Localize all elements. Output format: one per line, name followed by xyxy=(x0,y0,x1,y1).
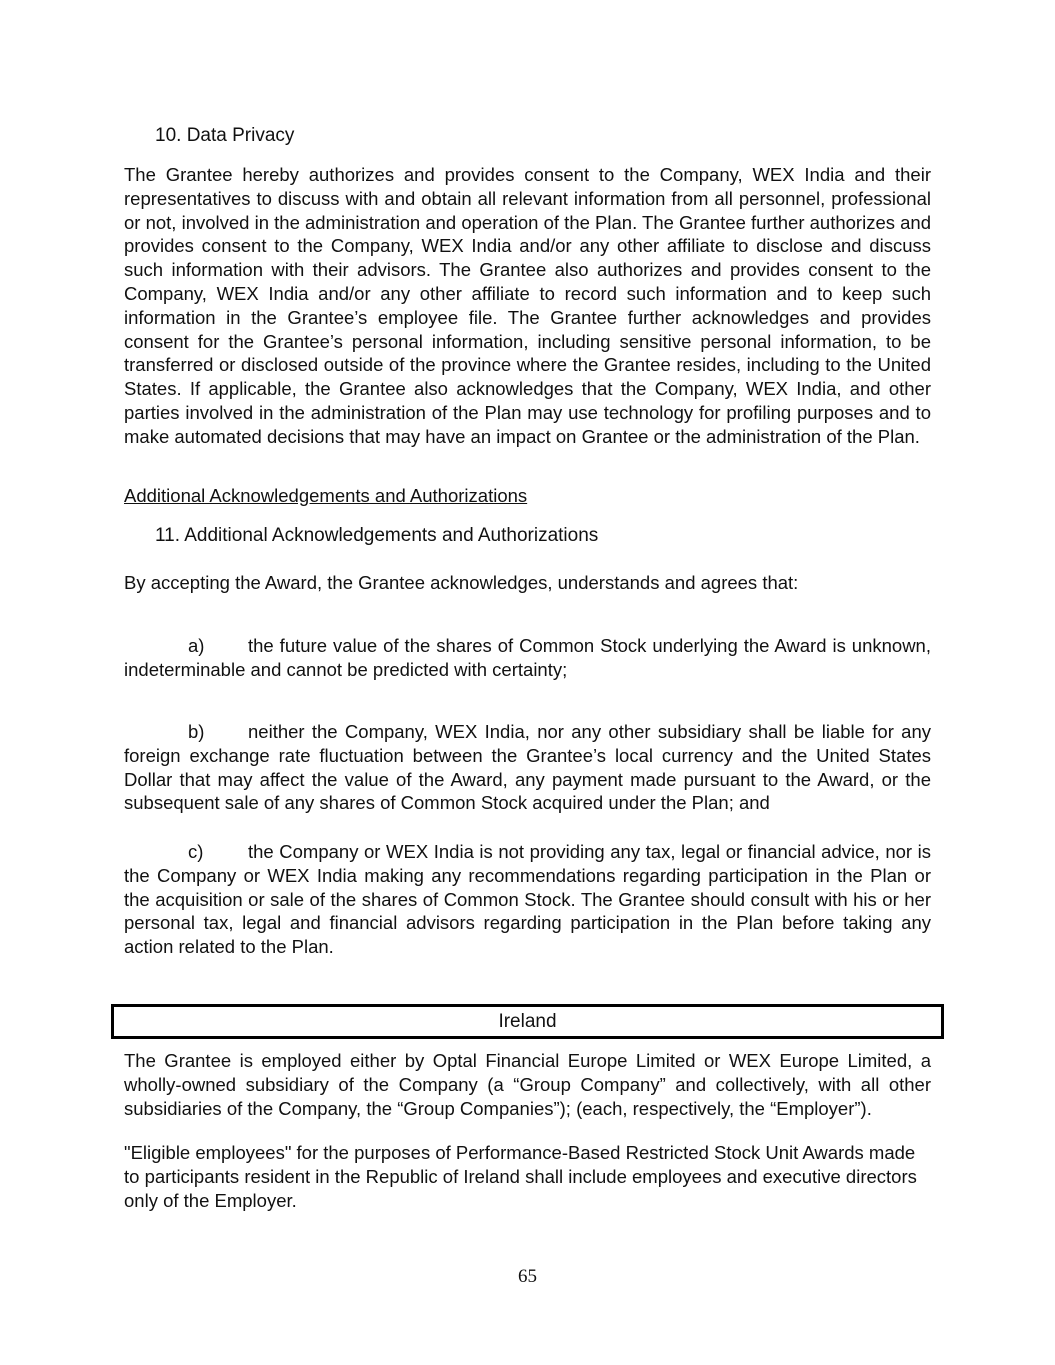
list-item-label: c) xyxy=(188,841,204,862)
list-item-c xyxy=(124,840,931,959)
ireland-employer-paragraph: The Grantee is employed either by Optal Financial Europe Limited or WEX Europe Limited, a wholly-owned subsidiary of the Company (a “Group Company” and collectively, with all other subsidiaries of the Company, the “Group Companies”); (each, respectively, the “Employer”). xyxy=(124,1050,931,1119)
list-item-text: neither the Company, WEX India, nor any other subsidiary shall be liable for any foreign exchange rate fluctuation between the Grantee’s local currency and the United States Dollar that may affect the value of the Award, any payment made pursuant to the Award, or the subsequent sale of any shares of Common Stock acquired under the Plan; and xyxy=(124,721,931,814)
acceptance-intro: By accepting the Award, the Grantee acknowledges, understands and agrees that: xyxy=(124,572,799,593)
eligible-employees-paragraph: "Eligible employees" for the purposes of Performance-Based Restricted Stock Unit Awards made to participants resident in the Republic of Ireland shall include employees and executive directors only of the Employer. xyxy=(124,1142,917,1211)
additional-acknowledgements-heading: Additional Acknowledgements and Authorizations xyxy=(124,485,528,506)
list-item-text: the future value of the shares of Common Stock underlying the Award is unknown, indeterminable and cannot be predicted with certainty; xyxy=(124,635,931,680)
list-item-a xyxy=(124,634,931,682)
list-item-label: b) xyxy=(188,721,205,742)
ireland-section-header: Ireland xyxy=(111,1004,944,1039)
data-privacy-paragraph: The Grantee hereby authorizes and provides consent to the Company, WEX India and their representatives to discuss with and obtain all relevant information from all personnel, professional or not, involved in the administration and operation of the Plan. The Grantee further authorizes and provides consent to the Company, WEX India and/or any other affiliate to disclose and discuss such information with their advisors. The Grantee also authorizes and provides consent to the Company, WEX India and/or any other affiliate to record such information and to keep such information in the Grantee’s employee file. The Grantee further acknowledges and provides consent for the Grantee’s personal information, including sensitive personal information, to be transferred or disclosed outside of the province where the Grantee resides, including to the United States. If applicable, the Grantee also acknowledges that the Company, WEX India, and other parties involved in the administration of the Plan may use technology for profiling purposes and to make automated decisions that may have an impact on Grantee or the administration of the Plan. xyxy=(124,164,931,447)
section-11-title: 11. Additional Acknowledgements and Authorizations xyxy=(155,525,599,546)
section-10-title: 10. Data Privacy xyxy=(155,125,295,146)
list-item-label: a) xyxy=(188,635,205,656)
page-number: 65 xyxy=(518,1266,537,1287)
list-item-text: the Company or WEX India is not providing any tax, legal or financial advice, nor is the Company or WEX India making any recommendations regarding participation in the Plan or the acquisition or sale of the shares of Common Stock. The Grantee should consult with his or her personal tax, legal and financial advisors regarding participation in the Plan before taking any action related to the Plan. xyxy=(124,841,931,958)
list-item-b xyxy=(124,720,931,815)
